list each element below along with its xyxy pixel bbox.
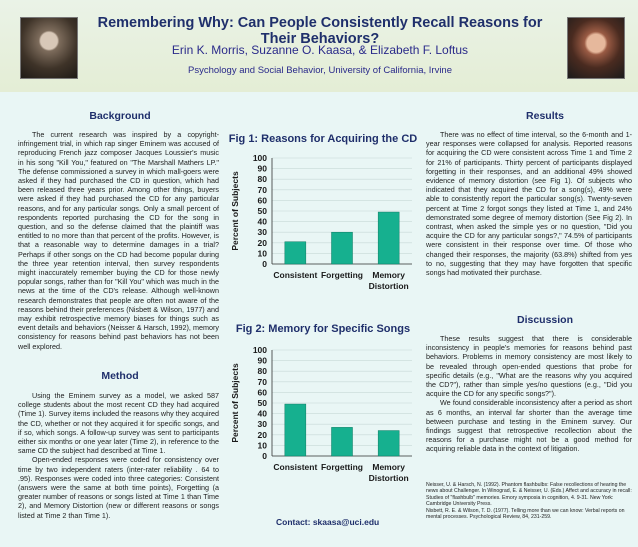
references xyxy=(426,482,632,520)
contact-email: Contact: skaasa@uci.edu xyxy=(276,517,380,527)
fig1-chart xyxy=(226,152,422,302)
author-photo-right xyxy=(567,17,625,79)
method-body xyxy=(18,391,219,520)
method-heading: Method xyxy=(101,370,139,382)
y-tick-label: 40 xyxy=(257,216,267,227)
results-body xyxy=(426,130,632,277)
poster-authors: Erin K. Morris, Suzanne O. Kaasa, & Elizabeth F. Loftus xyxy=(171,43,469,57)
method-paragraph: Using the Eminem survey as a model, we asked 587 college students about the most recent CD they had acquired (Time 1). Survey items included the reasons why they acquired the CD, whether or not they acquired it for specific songs, and if so, which songs. A follow-up survey was sent to participants either six months or one year later (Time 2), in reference to the same CD the subject had described at Time 1. xyxy=(18,391,219,456)
x-tick-label: Memory xyxy=(372,462,405,472)
poster-title: Remembering Why: Can People Consistently Recall Reasons for Their Behaviors? xyxy=(97,15,543,47)
background-heading: Background xyxy=(89,110,151,122)
y-tick-label: 60 xyxy=(257,387,267,398)
y-tick-label: 10 xyxy=(257,248,267,259)
discussion-heading: Discussion xyxy=(516,314,574,326)
x-tick-label: Forgetting xyxy=(320,462,364,472)
y-tick-label: 80 xyxy=(257,366,267,377)
y-tick-label: 0 xyxy=(262,451,267,461)
y-tick-label: 70 xyxy=(257,184,267,195)
bar-forgetting xyxy=(332,427,353,456)
y-tick-label: 50 xyxy=(257,206,267,216)
y-tick-label: 10 xyxy=(257,440,267,451)
reference-item: Nisbett, R. E. & Wilson, T. D. (1977). Telling more than we can know: Verbal reports on mental processes. Psychological Review, 84, 231-259. xyxy=(426,507,625,521)
y-tick-label: 30 xyxy=(257,227,267,238)
fig2-chart xyxy=(226,344,422,494)
y-tick-label: 90 xyxy=(257,355,267,366)
bar-consistent xyxy=(285,404,306,456)
discussion-paragraph: We found considerable inconsistency after a period as short as 6 months, an interval far shorter than the average time between purchase and testing in the Eminem survey. Our findings suggest that retrospective recollection about the reasons for a purchase might not be a good method for acquiring reliable data in the context of litigation. xyxy=(426,398,632,454)
bar-forgetting xyxy=(332,232,353,264)
x-tick-label: Memory xyxy=(372,270,405,280)
y-tick-label: 40 xyxy=(257,408,267,419)
y-tick-label: 70 xyxy=(257,376,267,387)
bar-consistent xyxy=(285,242,306,264)
discussion-paragraph: These results suggest that there is considerable inconsistency in people's memories for reasons behind past behaviors. Problems in memory consistency are most likely to be revealed through open-ended questions that probe for specific details (e.g., "What are the reasons why you acquired the CD?"), rather than simple yes/no questions (e.g., "Did you acquire the CD for any specific songs?"). xyxy=(426,334,632,399)
x-tick-label: Forgetting xyxy=(320,270,364,280)
y-tick-label: 90 xyxy=(257,163,267,174)
background-paragraph: The current research was inspired by a copyright-infringement trial, in which rap singer Eminem was accused of reproducing French jazz composer Jacques Loussier's music in his song "Kill You," featured on "The Marshall Mathers LP." The defense commissioned a survey in which mall-goers were asked if they had purchased the CD in question, which had been released three years prior. Among other things, buyers were asked if they had purchased the CD for any particular reasons, and for any particular songs. Only a small percent of respondents reported purchasing the CD for the song in question, and so the defense claimed that the plaintiff was entitled to no more than that percent of the profits. However, is that a reasonable way to determine damages in a trial? Perhaps if other songs on the CD had become popular during the three year retention interval, then survey respondents might inaccurately remember buying the CD for those newly popular songs, rather than for "Kill You" which was much in the news at the time of the CD's release. Although well-known research demonstrates that people are often not aware of the reasons behind their preferences (Nisbett & Wilson, 1977) and may exhibit retrospective memory biases for things such as event details and behaviors (Neisser & Harsch, 1992), memory consistency for reasons behind past behaviors has not been well explored. xyxy=(18,130,219,351)
results-paragraph: There was no effect of time interval, so the 6-month and 1-year responses were collapsed for analysis. Reported reasons for acquiring the CD were consistent across Time 1 and Time 2 for 21% of participants. Thirty percent of participants displayed forgetting in their responses, and an additional 49% showed evidence of memory distortion (see Fig 1). Of subjects who indicated that they acquired the CD for a song(s), 49% were able to consistently report the particular song(s). Twenty-seven percent at Time 2 forgot songs they listed at Time 1, and 24% demonstrated some degree of memory distortion (See Fig 2). In contrast, when asked the simple yes or no question, "Did you acquire the CD for any particular songs?," 74.5% of participants were consistent in their response over time. Of those who changed their responses, the majority (63.8%) shifted from yes to no, suggesting that they may have forgotten that specific songs had motivated their purchase. xyxy=(426,130,632,278)
results-heading: Results xyxy=(526,110,564,122)
y-tick-label: 80 xyxy=(257,174,267,185)
method-paragraph: Open-ended responses were coded for consistency over time by two independent raters (inter-rater reliability . 64 to .95). Responses were coded into three categories: Consistent (answers were the same at both time points), Forgetting (a greater number of reasons or songs listed at Time 1 than Time 2), and Memory Distortion (new or different reasons or songs listed at Time 2 than Time 1). xyxy=(18,455,219,520)
y-tick-label: 20 xyxy=(257,429,267,440)
reference-item: Neisser, U. & Harsch, N. (1992). Phantom flashbulbs: False recollections of hearing the news about Challenger. In Winograd, E. & Neisser, U. (Eds.) Affect and accuracy in recall: Studies of "flashbulb" memories. Emory symposia in cognition, 4. 9-31. New York: Cambridge University Press. xyxy=(426,482,632,508)
x-tick-label: Distortion xyxy=(368,281,409,291)
background-body xyxy=(18,130,219,351)
y-tick-label: 30 xyxy=(257,419,267,430)
discussion-body xyxy=(426,334,632,454)
y-tick-label: 60 xyxy=(257,195,267,206)
author-photo-left xyxy=(20,17,78,79)
y-tick-label: 0 xyxy=(262,259,267,269)
x-tick-label: Consistent xyxy=(273,270,318,280)
x-tick-label: Distortion xyxy=(368,473,409,483)
y-axis-label: Percent of Subjects xyxy=(230,363,240,443)
fig2-title: Fig 2: Memory for Specific Songs xyxy=(235,323,411,335)
poster-affiliation: Psychology and Social Behavior, University of California, Irvine xyxy=(187,65,452,76)
y-tick-label: 20 xyxy=(257,237,267,248)
fig1-title: Fig 1: Reasons for Acquiring the CD xyxy=(228,133,418,145)
bar-memory-distortion xyxy=(378,431,399,456)
y-tick-label: 100 xyxy=(252,153,267,163)
x-tick-label: Consistent xyxy=(273,462,318,472)
bar-memory-distortion xyxy=(378,212,399,264)
y-tick-label: 100 xyxy=(252,345,267,355)
y-axis-label: Percent of Subjects xyxy=(230,171,240,251)
y-tick-label: 50 xyxy=(257,398,267,408)
